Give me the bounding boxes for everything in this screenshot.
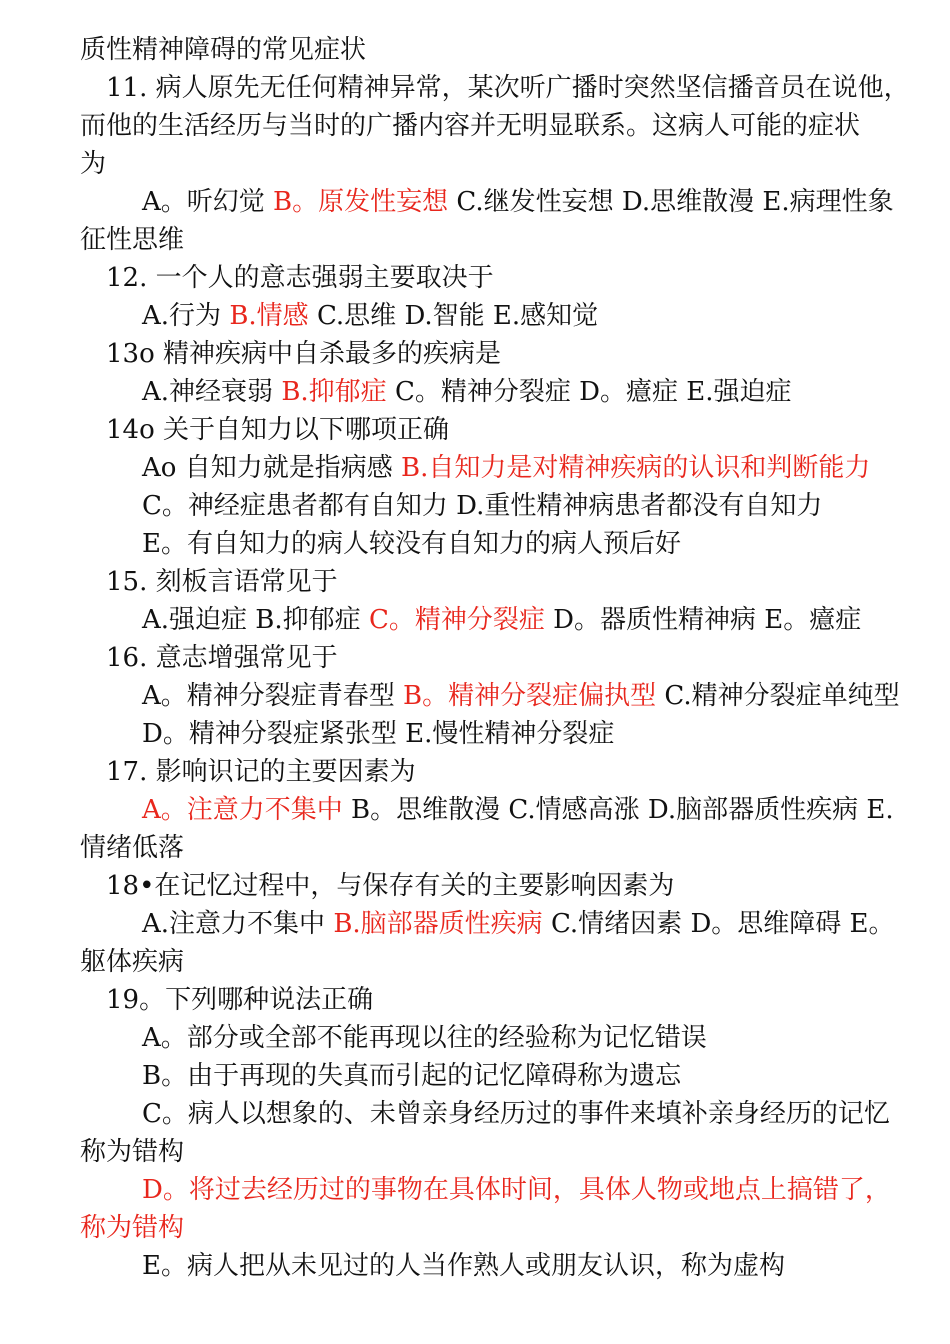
answer-text: B.脑部器质性疾病	[333, 909, 543, 939]
question-text: 13o 精神疾病中自杀最多的疾病是	[106, 339, 502, 369]
q16-options-1	[142, 678, 900, 714]
q15-stem	[106, 564, 338, 600]
question-text: E。有自知力的病人较没有自知力的病人预后好	[142, 529, 681, 559]
question-text: A。部分或全部不能再现以往的经验称为记忆错误	[142, 1023, 707, 1053]
question-text: C.情绪因素 D。思维障碍 E。	[542, 909, 895, 939]
q19-option-a	[142, 1020, 707, 1056]
question-text: C.精神分裂症单纯型	[656, 681, 900, 711]
q12-options	[142, 298, 598, 334]
q16-options-2	[142, 716, 614, 752]
line-01	[80, 32, 366, 68]
question-text: B。思维散漫 C.情感高涨 D.脑部器质性疾病 E.	[342, 795, 894, 825]
q19-option-c-1	[142, 1096, 890, 1132]
q19-option-c-2	[80, 1134, 184, 1170]
q11-stem-1	[106, 70, 910, 106]
question-text: C。病人以想象的、未曾亲身经历过的事件来填补亲身经历的记忆	[142, 1099, 890, 1129]
question-text: C。精神分裂症 D。癔症 E.强迫症	[386, 377, 792, 407]
question-text: 18•在记忆过程中，与保存有关的主要影响因素为	[106, 871, 675, 901]
question-text: B。由于再现的失真而引起的记忆障碍称为遗忘	[142, 1061, 682, 1091]
q11-stem-2	[80, 108, 860, 144]
q19-option-d-1	[142, 1172, 891, 1208]
question-text: A.注意力不集中	[142, 909, 334, 939]
question-text: Ao 自知力就是指病感	[142, 453, 401, 483]
q11-options-1	[142, 184, 894, 220]
q15-options	[142, 602, 861, 638]
question-text: 征性思维	[80, 225, 185, 255]
q14-options-3	[142, 526, 681, 562]
question-text: 16. 意志增强常见于	[106, 643, 338, 673]
question-text: A.强迫症 B.抑郁症	[142, 605, 369, 635]
q18-stem	[106, 868, 674, 904]
question-text: A.神经衰弱	[142, 377, 282, 407]
answer-text: A。注意力不集中	[142, 795, 343, 825]
question-text: 称为错构	[80, 1137, 185, 1167]
question-text: D。器质性精神病 E。癔症	[544, 605, 862, 635]
answer-text: B。精神分裂症偏执型	[403, 681, 657, 711]
question-text: 而他的生活经历与当时的广播内容并无明显联系。这病人可能的症状	[80, 111, 861, 141]
question-text: A.行为	[142, 301, 230, 331]
q18-options-2	[80, 944, 184, 980]
answer-text: B。原发性妄想	[273, 187, 449, 217]
question-text: 质性精神障碍的常见症状	[80, 35, 367, 65]
question-text: 19。下列哪种说法正确	[106, 985, 374, 1015]
q19-stem	[106, 982, 373, 1018]
q14-stem	[106, 412, 449, 448]
answer-text: 称为错构	[80, 1213, 185, 1243]
q16-stem	[106, 640, 338, 676]
answer-text: D。将过去经历过的事物在具体时间，具体人物或地点上搞错了，	[142, 1175, 891, 1205]
question-text: 躯体疾病	[80, 947, 185, 977]
q11-stem-3	[80, 146, 106, 182]
q18-options-1	[142, 906, 895, 942]
q17-options-1	[142, 792, 894, 828]
answer-text: B.情感	[229, 301, 309, 331]
q19-option-e	[142, 1248, 785, 1284]
question-text: 11. 病人原先无任何精神异常，某次听广播时突然坚信播音员在说他，	[106, 73, 910, 103]
question-text: 14o 关于自知力以下哪项正确	[106, 415, 450, 445]
q19-option-d-2	[80, 1210, 184, 1246]
q13-stem	[106, 336, 501, 372]
question-text: C。神经症患者都有自知力 D.重性精神病患者都没有自知力	[142, 491, 823, 521]
answer-text: C。精神分裂症	[368, 605, 545, 635]
q14-options-2	[142, 488, 822, 524]
question-text: 为	[80, 149, 107, 179]
q17-options-2	[80, 830, 184, 866]
q13-options	[142, 374, 791, 410]
q17-stem	[106, 754, 416, 790]
q19-option-b	[142, 1058, 681, 1094]
q12-stem	[106, 260, 494, 296]
q14-options-1	[142, 450, 870, 486]
question-text: 情绪低落	[80, 833, 185, 863]
question-text: A。精神分裂症青春型	[142, 681, 404, 711]
question-text: 15. 刻板言语常见于	[106, 567, 338, 597]
question-text: C.思维 D.智能 E.感知觉	[308, 301, 599, 331]
q11-options-2	[80, 222, 184, 258]
question-text: 17. 影响识记的主要因素为	[106, 757, 416, 787]
question-text: E。病人把从未见过的人当作熟人或朋友认识，称为虚构	[142, 1251, 785, 1281]
question-text: C.继发性妄想 D.思维散漫 E.病理性象	[448, 187, 894, 217]
question-text: A。听幻觉	[142, 187, 274, 217]
answer-text: B.抑郁症	[281, 377, 387, 407]
answer-text: B.自知力是对精神疾病的认识和判断能力	[400, 453, 871, 483]
question-text: 12. 一个人的意志强弱主要取决于	[106, 263, 494, 293]
question-text: D。精神分裂症紧张型 E.慢性精神分裂症	[142, 719, 615, 749]
